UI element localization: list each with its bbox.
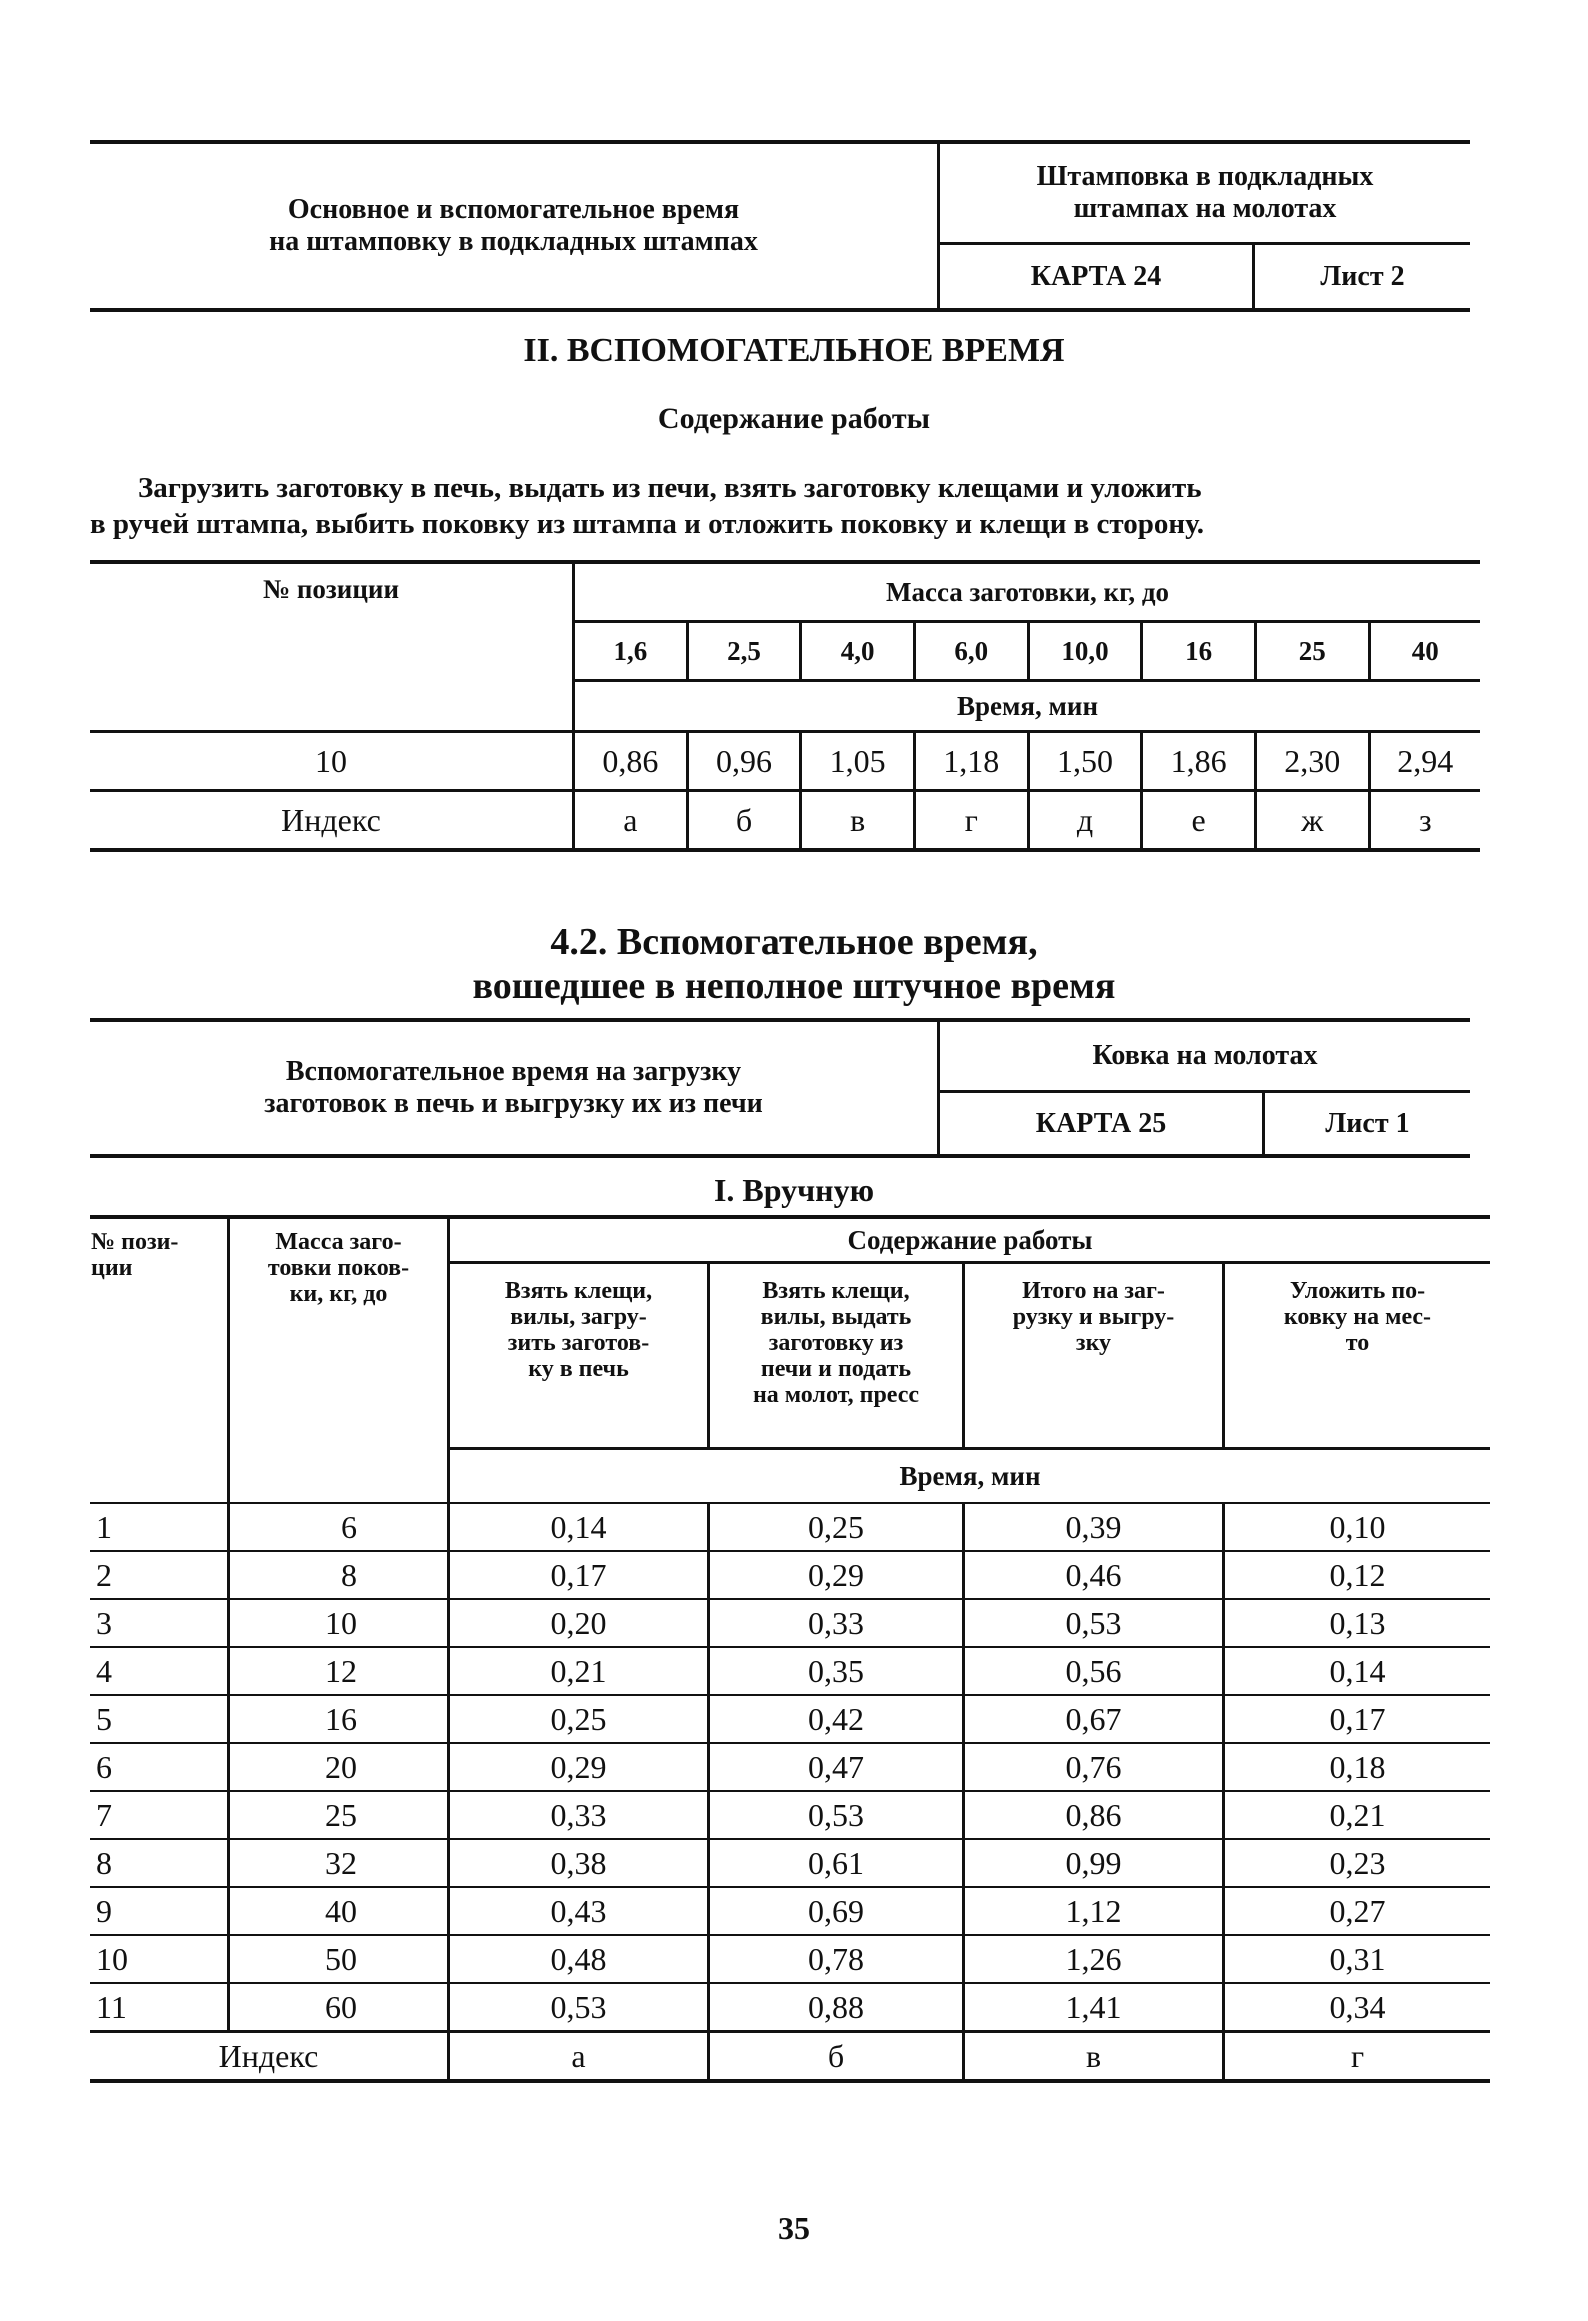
index-label: Индекс [90, 791, 574, 851]
index-value: в [801, 791, 915, 851]
card-number: КАРТА 24 [939, 244, 1254, 311]
header-left-line2: на штамповку в подкладных штампах [269, 226, 758, 257]
index-label: Индекс [90, 2032, 449, 2082]
sheet-number: Лист 2 [1254, 244, 1471, 311]
mass-header: Масса заготовки, кг, до [574, 562, 1481, 622]
page-number: 35 [778, 2210, 810, 2246]
index-value: е [1142, 791, 1256, 851]
row-load-time: 0,25 [449, 1695, 709, 1743]
mass-value: 16 [1142, 622, 1256, 681]
row-place-time: 0,10 [1224, 1503, 1491, 1551]
work-description-line2: в ручей штампа, выбить поковку из штампа и отложить поковку и клещи в сторону. [90, 508, 1204, 540]
row-place-time: 0,12 [1224, 1551, 1491, 1599]
col-total-line2: рузку и выгру- [1012, 1304, 1175, 1330]
time-value: 1,86 [1142, 732, 1256, 791]
card-number: КАРТА 25 [939, 1092, 1264, 1157]
row-unload-time: 0,47 [709, 1743, 964, 1791]
index-value: а [449, 2032, 709, 2082]
row-total-time: 0,76 [964, 1743, 1224, 1791]
time-value: 1,18 [914, 732, 1028, 791]
index-value: б [709, 2032, 964, 2082]
index-value: з [1369, 791, 1480, 851]
row-mass: 12 [229, 1647, 449, 1695]
row-place-time: 0,18 [1224, 1743, 1491, 1791]
col-mass-line2: товки поков- [267, 1255, 410, 1281]
header-right-line2: штампах на молотах [1073, 193, 1337, 224]
row-mass: 32 [229, 1839, 449, 1887]
row-load-time: 0,29 [449, 1743, 709, 1791]
table-row [90, 1551, 1490, 1599]
row-position: 7 [90, 1791, 229, 1839]
row-place-time: 0,34 [1224, 1983, 1491, 2032]
header-right-line1: Штамповка в подкладных [1036, 161, 1374, 192]
mass-value: 40 [1369, 622, 1480, 681]
row-position: 2 [90, 1551, 229, 1599]
col-load-line2: вилы, загру- [510, 1304, 647, 1330]
col-load-line1: Взять клещи, [504, 1278, 653, 1304]
row-place-time: 0,17 [1224, 1695, 1491, 1743]
header-right-cell [939, 142, 1471, 244]
col-total-line3: зку [1075, 1330, 1112, 1356]
row-load-time: 0,21 [449, 1647, 709, 1695]
section-subtitle: Содержание работы [657, 402, 931, 435]
position-header: № позиции [262, 574, 399, 604]
time-value: 1,05 [801, 732, 915, 791]
table-row [90, 1503, 1490, 1551]
row-mass: 8 [229, 1551, 449, 1599]
row-place-time: 0,23 [1224, 1839, 1491, 1887]
index-value: г [914, 791, 1028, 851]
time-unit-header: Время, мин [449, 1449, 1491, 1504]
row-unload-time: 0,35 [709, 1647, 964, 1695]
col-total-header [964, 1263, 1224, 1449]
col-total-line1: Итого на заг- [1022, 1278, 1165, 1304]
table-row [90, 1695, 1490, 1743]
section-title: II. ВСПОМОГАТЕЛЬНОЕ ВРЕМЯ [523, 332, 1065, 369]
work-description-line1: Загрузить заготовку в печь, выдать из печи, взять заготовку клещами и уложить [138, 472, 1202, 504]
row-mass: 25 [229, 1791, 449, 1839]
row-position: 5 [90, 1695, 229, 1743]
index-value: б [687, 791, 801, 851]
table-row [90, 1791, 1490, 1839]
header2-right-cell: Ковка на молотах [939, 1020, 1471, 1092]
col-unload-line4: печи и подать [760, 1356, 912, 1382]
header-left-line1: Основное и вспомогательное время [287, 194, 740, 225]
subsection-title-line2: вошедшее в неполное штучное время [472, 965, 1116, 1007]
row-place-time: 0,21 [1224, 1791, 1491, 1839]
row-mass: 16 [229, 1695, 449, 1743]
header-card-24 [90, 140, 1470, 312]
row-place-time: 0,27 [1224, 1887, 1491, 1935]
col-place-line3: то [1345, 1330, 1370, 1356]
row-place-time: 0,14 [1224, 1647, 1491, 1695]
table-row [90, 1647, 1490, 1695]
index-row [90, 2032, 1490, 2082]
col-position-line2: ции [91, 1255, 133, 1281]
col-load-line3: зить заготов- [507, 1330, 650, 1356]
index-value: а [574, 791, 688, 851]
row-total-time: 0,99 [964, 1839, 1224, 1887]
table-row [90, 1743, 1490, 1791]
time-value: 0,86 [574, 732, 688, 791]
row-load-time: 0,33 [449, 1791, 709, 1839]
time-header: Время, мин [574, 681, 1481, 732]
row-position: 8 [90, 1839, 229, 1887]
content-header: Содержание работы [449, 1217, 1491, 1263]
col-place-line2: ковку на мес- [1283, 1304, 1432, 1330]
row-position: 10 [90, 732, 574, 791]
col-unload-line1: Взять клещи, [762, 1278, 910, 1304]
row-unload-time: 0,25 [709, 1503, 964, 1551]
index-value: ж [1255, 791, 1369, 851]
col-position-line1: № пози- [91, 1229, 179, 1255]
subsection-title [0, 920, 1588, 1008]
row-load-time: 0,20 [449, 1599, 709, 1647]
header-left-cell [90, 142, 939, 310]
col-mass-header [229, 1217, 449, 1503]
table-row [90, 1983, 1490, 2032]
col-place-line1: Уложить по- [1289, 1278, 1426, 1304]
table-row [90, 1599, 1490, 1647]
row-load-time: 0,38 [449, 1839, 709, 1887]
index-value: в [964, 2032, 1224, 2082]
mass-value: 2,5 [687, 622, 801, 681]
row-unload-time: 0,61 [709, 1839, 964, 1887]
work-description [90, 470, 1480, 542]
row-mass: 6 [229, 1503, 449, 1551]
row-position: 1 [90, 1503, 229, 1551]
row-total-time: 0,39 [964, 1503, 1224, 1551]
col-mass-line3: ки, кг, до [289, 1281, 388, 1307]
aux-time-table [90, 560, 1480, 852]
header2-left-line2: заготовок в печь и выгрузку их из печи [264, 1088, 763, 1119]
col-load-header [449, 1263, 709, 1449]
row-position: 11 [90, 1983, 229, 2032]
row-place-time: 0,13 [1224, 1599, 1491, 1647]
row-place-time: 0,31 [1224, 1935, 1491, 1983]
col-unload-line2: вилы, выдать [760, 1304, 912, 1330]
row-unload-time: 0,29 [709, 1551, 964, 1599]
mass-value: 6,0 [914, 622, 1028, 681]
row-total-time: 0,56 [964, 1647, 1224, 1695]
header2-left-cell [90, 1020, 939, 1156]
index-value: д [1028, 791, 1142, 851]
row-load-time: 0,43 [449, 1887, 709, 1935]
header-card-25 [90, 1018, 1470, 1158]
row-position: 10 [90, 1935, 229, 1983]
col-unload-line3: заготовку из [768, 1330, 904, 1356]
row-unload-time: 0,53 [709, 1791, 964, 1839]
col-load-line4: ку в печь [528, 1356, 629, 1382]
row-unload-time: 0,88 [709, 1983, 964, 2032]
row-total-time: 0,86 [964, 1791, 1224, 1839]
row-position: 6 [90, 1743, 229, 1791]
time-value: 2,30 [1255, 732, 1369, 791]
row-total-time: 0,67 [964, 1695, 1224, 1743]
col-place-header [1224, 1263, 1491, 1449]
col-unload-line5: на молот, пресс [752, 1382, 920, 1408]
row-mass: 40 [229, 1887, 449, 1935]
header2-left-line1: Вспомогательное время на загрузку [285, 1056, 742, 1087]
row-unload-time: 0,42 [709, 1695, 964, 1743]
index-value: г [1224, 2032, 1491, 2082]
time-value: 1,50 [1028, 732, 1142, 791]
row-mass: 60 [229, 1983, 449, 2032]
row-position: 4 [90, 1647, 229, 1695]
time-value: 2,94 [1369, 732, 1480, 791]
row-unload-time: 0,78 [709, 1935, 964, 1983]
row-load-time: 0,53 [449, 1983, 709, 2032]
row-load-time: 0,14 [449, 1503, 709, 1551]
manual-time-table [90, 1215, 1490, 2083]
row-total-time: 0,53 [964, 1599, 1224, 1647]
row-unload-time: 0,69 [709, 1887, 964, 1935]
table-row [90, 1887, 1490, 1935]
row-unload-time: 0,33 [709, 1599, 964, 1647]
subsection-title-line1: 4.2. Вспомогательное время, [550, 921, 1038, 963]
row-total-time: 1,12 [964, 1887, 1224, 1935]
manual-title: I. Вручную [713, 1172, 875, 1208]
mass-value: 25 [1255, 622, 1369, 681]
row-mass: 50 [229, 1935, 449, 1983]
table-row [90, 1839, 1490, 1887]
row-mass: 20 [229, 1743, 449, 1791]
col-unload-header [709, 1263, 964, 1449]
table-row [90, 1935, 1490, 1983]
row-load-time: 0,48 [449, 1935, 709, 1983]
col-mass-line1: Масса заго- [275, 1229, 402, 1255]
mass-value: 10,0 [1028, 622, 1142, 681]
col-position-header [90, 1217, 229, 1503]
sheet-number: Лист 1 [1264, 1092, 1471, 1157]
mass-value: 1,6 [574, 622, 688, 681]
row-position: 9 [90, 1887, 229, 1935]
time-value: 0,96 [687, 732, 801, 791]
mass-value: 4,0 [801, 622, 915, 681]
row-mass: 10 [229, 1599, 449, 1647]
row-total-time: 1,26 [964, 1935, 1224, 1983]
row-total-time: 1,41 [964, 1983, 1224, 2032]
row-load-time: 0,17 [449, 1551, 709, 1599]
row-total-time: 0,46 [964, 1551, 1224, 1599]
row-position: 3 [90, 1599, 229, 1647]
